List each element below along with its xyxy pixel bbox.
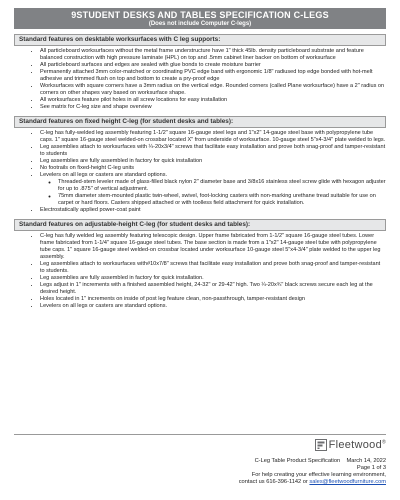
bullet-text: See matrix for C-leg size and shape overview	[40, 104, 152, 110]
bullet-item	[40, 48, 386, 62]
footer-page-number: Page 1 of 3	[356, 465, 386, 471]
footer	[14, 434, 386, 485]
footer-text	[166, 458, 386, 486]
bullet-text: C-leg has fully welded leg assembly featuring telescopic design. Upper frame fabricated from 1-1/2" square 16-gauge steel tubes. Lower frame fabricated from 1-1/4" square 16-gauge steel tubes. The base section is made from a 1"x2" 14-gauge steel tube with polypropylene tube caps. 1" square 16-gauge steel welded-on crossbar located under worksurface 10-gauge steel 5"x4-3/4" plate welded to the upper leg assembly.	[40, 233, 381, 260]
section	[14, 116, 386, 214]
bullet-text: Leg assemblies are fully assembled in factory for quick installation	[40, 158, 203, 164]
bullet-text: Leg assemblies attach to worksurfaces with#10x7/8" screws that facilitate easy installation and prove both snag-proof and tamper-resistant to students.	[40, 261, 381, 274]
bullet-text: Electrostatically applied power-coat paint	[40, 207, 141, 213]
bullet-item	[40, 69, 386, 83]
page-subtitle: (Does not include Computer C-legs)	[148, 21, 252, 27]
bullet-text: No footrails on fixed-height C-leg units	[40, 165, 135, 171]
section-heading: Standard features on fixed height C-leg (for student desks and tables):	[14, 116, 386, 128]
bullet-text: Leg assemblies are fully assembled in factory for quick installation.	[40, 275, 204, 281]
footer-divider	[14, 434, 386, 435]
footer-help-line: For help creating your effective learning environment,	[251, 472, 386, 478]
bullet-item	[40, 261, 386, 275]
bullet-item	[40, 282, 386, 296]
fleetwood-logo	[315, 439, 386, 451]
sub-bullet-item: ◦ 75mm diameter stem-mounted plastic twin-wheel, swivel, foot-locking casters with non-marking urethane tread suitable for use on carpet or hard floors. Casters shipped attached or with toolless field attachment for quick installation.	[58, 193, 386, 207]
bullet-text: All particleboard surfaces and edges are sealed with glue bonds to create moisture barrier	[40, 62, 261, 68]
sub-bullet-item: ◦ Threaded-stem leveler made of glass-filled black nylon 2" diameter base and 3/8x16 stainless steel screw glide with hexagon adjuster for up to .875" of vertical adjustment.	[58, 179, 386, 193]
bullet-text: Levelers on all legs or casters are standard options.	[40, 303, 168, 309]
bullet-item	[40, 275, 386, 282]
bullet-item	[40, 130, 386, 144]
bullet-text: Legs adjust in 1" increments with a finished assembled height, 24-32" or 29-42" high. Two ¼-20x¾" black screws secure each leg at the desired height.	[40, 282, 373, 295]
bullet-item	[40, 303, 386, 310]
sub-bullet-list	[40, 179, 386, 207]
bullet-item	[40, 207, 386, 214]
bullet-text: Permanently attached 3mm color-matched or coordinating PVC edge band with ergonomic 1/8" radiused top edge bonded with hot-melt adhesive and trimmed flush on top and bottom to create a pry-proof edge	[40, 69, 373, 82]
bullet-text: Worksurfaces with square corners have a 3mm radius on the vertical edge. Rounded corners (called Plane worksurface) have a 2" radius on corners on other shapes vary based on worksurface shape.	[40, 83, 385, 96]
bullet-text: All worksurfaces feature pilot holes in all screw locations for easy installation	[40, 97, 228, 103]
bullet-text: C-leg has fully-welded leg assembly featuring 1-1/2" square 16-gauge steel legs and 1"x2" 14-gauge steel base with polypropylene tube caps. 1" square 16-gauge steel welded-on crossbar located X" from underside of worksurface. 10-gauge steel 5"x4-3/4" plate welded to legs.	[40, 130, 386, 143]
section-heading: Standard features on desktable worksurfaces with C leg supports:	[14, 34, 386, 46]
bullet-list	[14, 48, 386, 111]
bullet-list	[14, 233, 386, 310]
bullet-item	[40, 233, 386, 261]
bullet-list	[14, 130, 386, 214]
page-title: 9STUDENT DESKS AND TABLES SPECIFICATION C-LEGS	[71, 10, 329, 20]
bullet-item	[40, 144, 386, 158]
email-link[interactable]: sales@fleetwoodfurniture.com	[309, 479, 386, 485]
bullet-item	[40, 165, 386, 172]
bullet-item	[40, 62, 386, 69]
section-heading: Standard features on adjustable-height C-leg (for student desks and tables):	[14, 219, 386, 231]
bullet-text: Leg assemblies attach to worksurfaces with ¼-20x3/4" screws that facilitate easy installation and prove both snag-proof and tamper-resistant to students	[40, 144, 386, 157]
bullet-item	[40, 296, 386, 303]
bullet-item	[40, 83, 386, 97]
footer-spec-line: C-Leg Table Product Specification March 14, 2022	[254, 458, 386, 464]
sections-container	[14, 34, 386, 310]
footer-contact-line: contact us 616-396-1142 or sales@fleetwoodfurniture.com	[238, 479, 386, 485]
bullet-text: All particleboard worksurfaces without the metal frame understructure have 1" thick 45lb. density particleboard substrate and feature balanced construction with high pressure laminate (HPL) on top and .5mm cabinet liner backer on bottom of worksurface	[40, 48, 364, 61]
bullet-item	[40, 97, 386, 104]
logo-mark-icon	[315, 439, 327, 451]
bullet-item	[40, 158, 386, 165]
logo-text: Fleetwood®	[328, 439, 386, 451]
bullet-text: Holes located in 1" increments on inside of post leg feature clean, non-passthrough, tamper-resistant design	[40, 296, 305, 302]
section	[14, 34, 386, 111]
section	[14, 219, 386, 310]
bullet-item	[40, 104, 386, 111]
bullet-item	[40, 172, 386, 207]
title-bar	[14, 8, 386, 29]
bullet-text: Levelers on all legs or casters are standard options.	[40, 172, 168, 178]
